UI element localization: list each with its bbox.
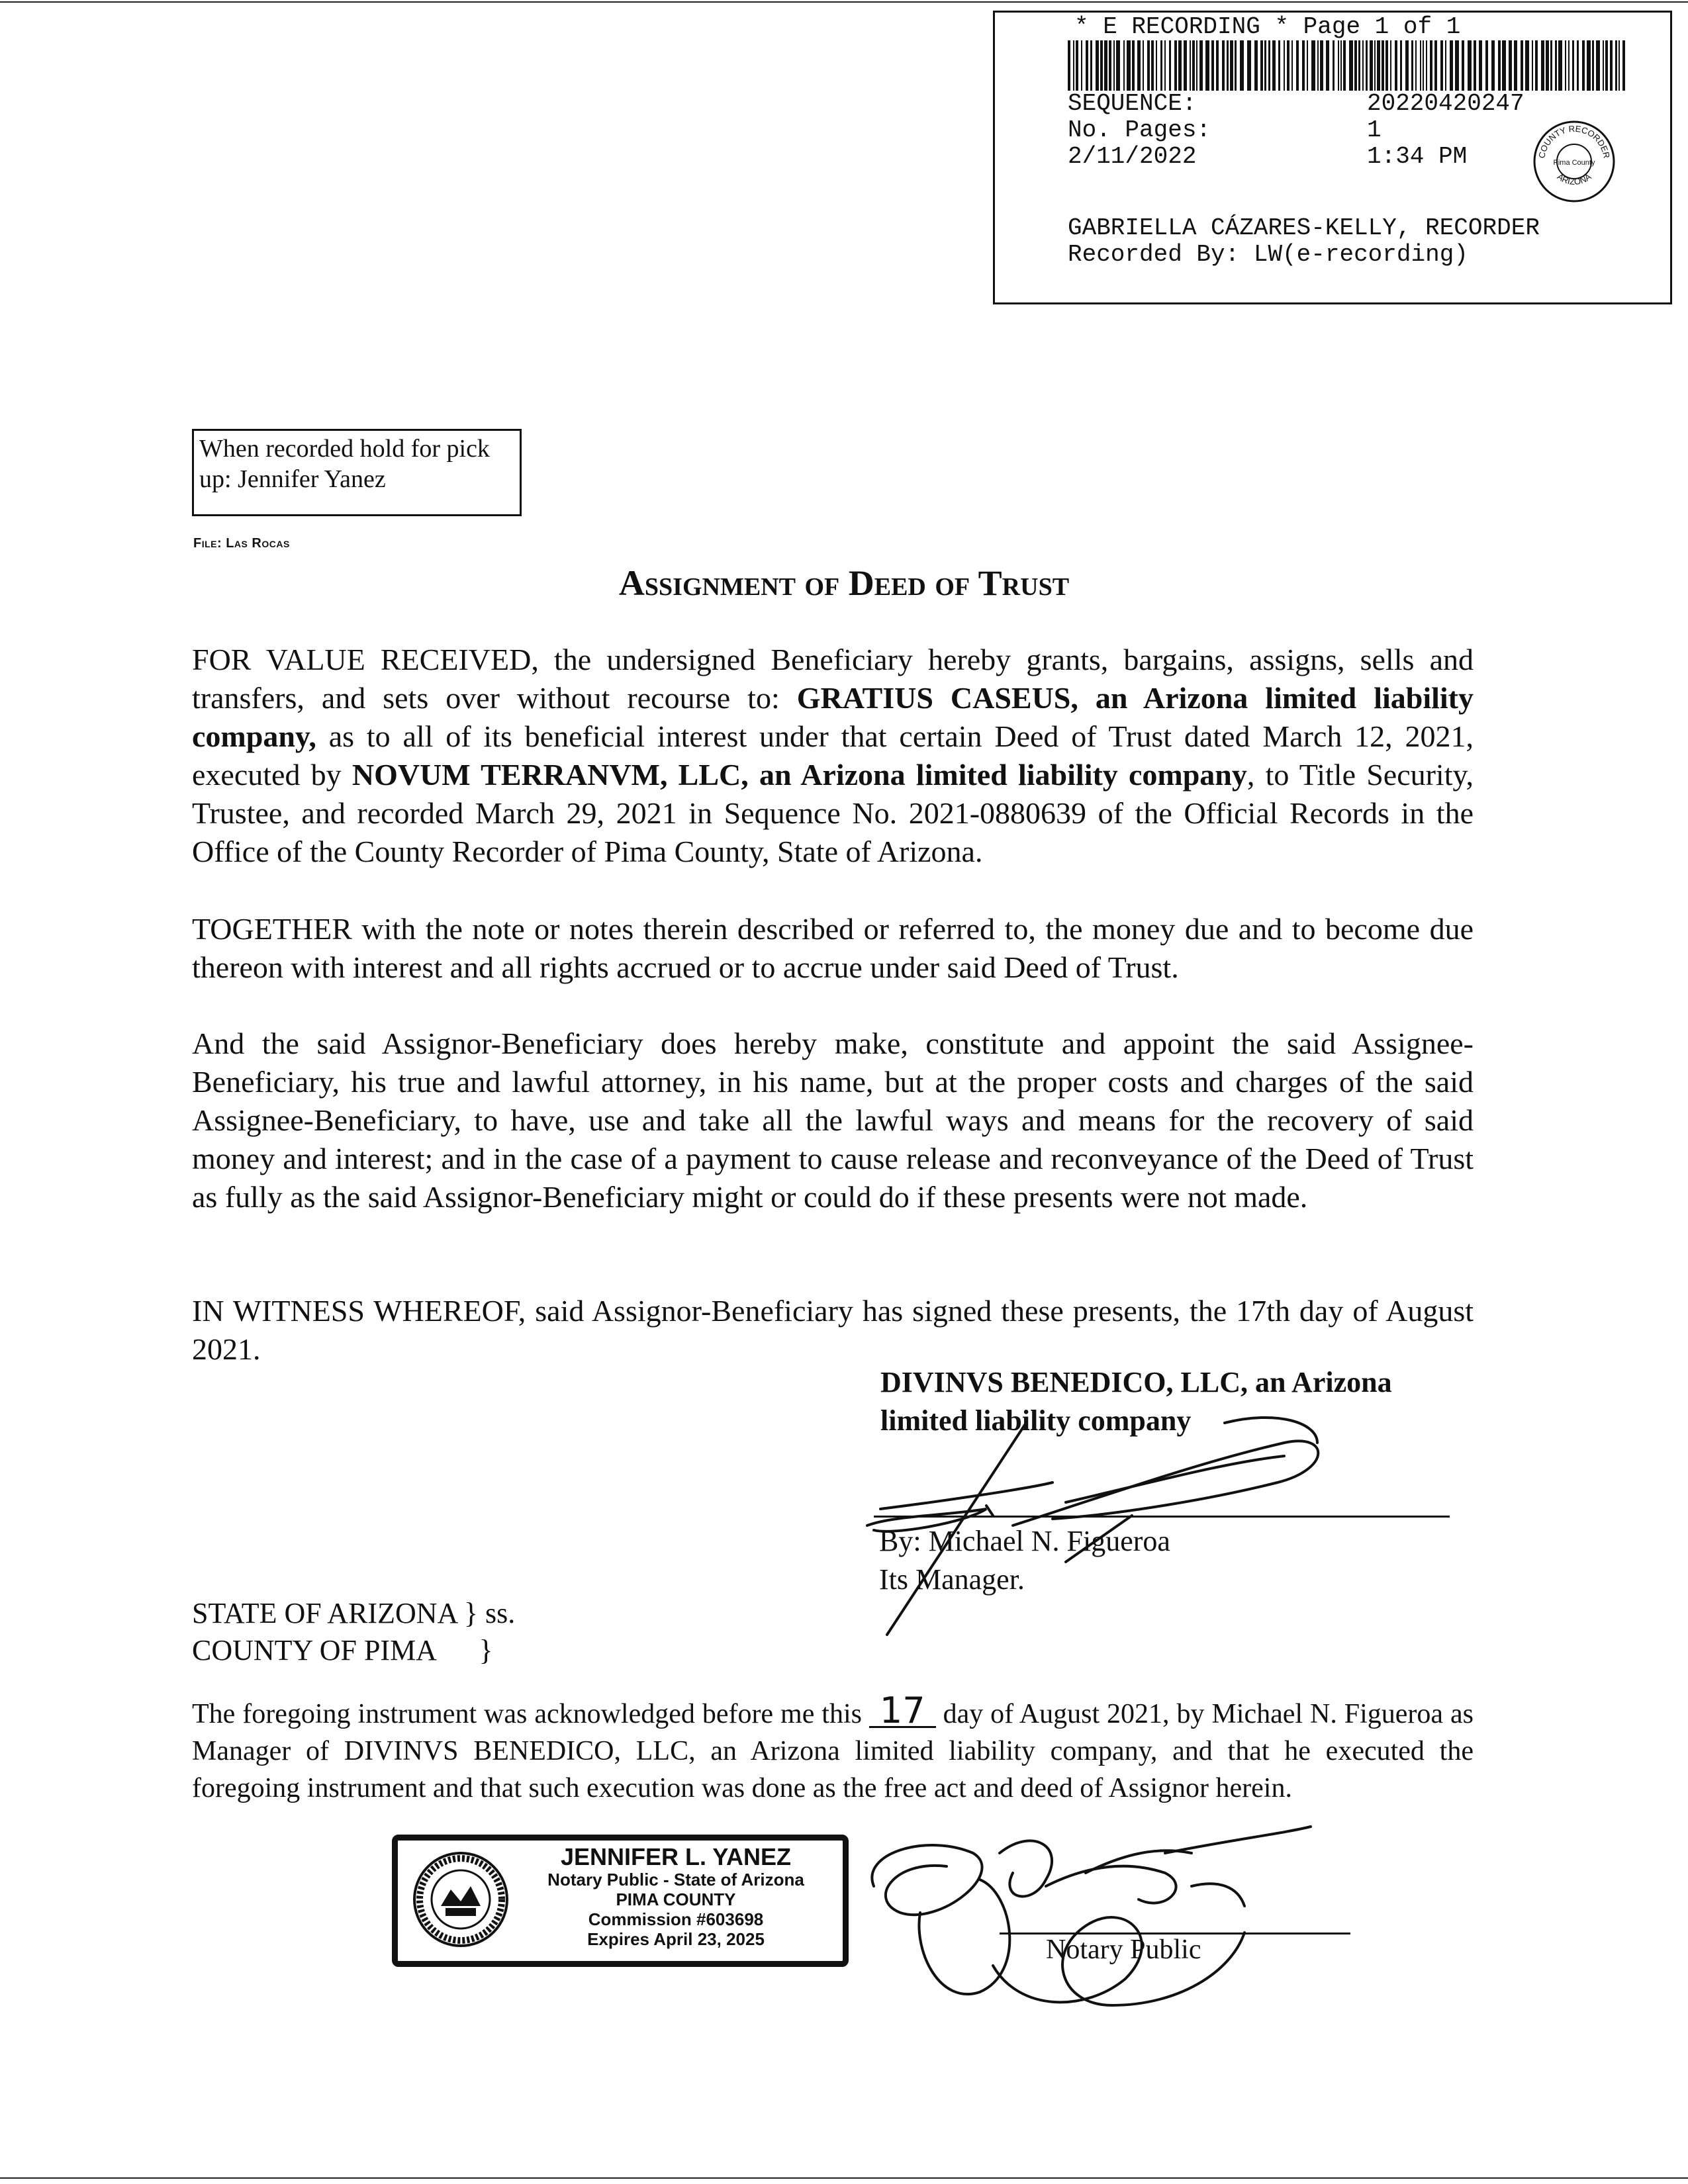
barcode-bar [1572,40,1574,91]
barcode-bar [1509,40,1512,91]
paragraph-witness: IN WITNESS WHEREOF, said Assignor-Beneficiary has signed these presents, the 17th day of August 2021. [192,1294,1474,1366]
recording-stamp-box [993,11,1672,304]
barcode-bar [1411,40,1413,91]
acknowledgment-paragraph [192,1690,1474,1807]
notary-name: JENNIFER L. YANEZ [560,1843,792,1870]
arizona-state-seal [411,1850,510,1949]
barcode-bar [1577,40,1579,91]
barcode-bar [1160,40,1162,91]
barcode-bar [1479,40,1482,91]
barcode-bar [1596,40,1600,91]
signer-by: By: Michael N. Figueroa [879,1525,1170,1557]
barcode-bar [1174,40,1177,91]
barcode-bar [1568,40,1570,91]
barcode-bar [1434,40,1437,91]
barcode-bar [1164,40,1166,91]
signer-line-1: DIVINVS BENEDICO, LLC, an Arizona [880,1366,1392,1398]
paragraph-grant [192,641,1474,871]
barcode-bar [1546,40,1549,91]
barcode-bar [1090,40,1092,91]
sequence-label: SEQUENCE: [1068,90,1197,117]
notary-stamp-line-5: Expires April 23, 2025 [587,1929,765,1949]
barcode-bar [1127,40,1131,91]
barcode-bar [1307,40,1308,91]
barcode-bar [1385,40,1388,91]
barcode-bar [1169,40,1171,91]
barcode-bar [1370,40,1373,91]
barcode-bar [1521,40,1523,91]
barcode-bar [1390,40,1391,91]
barcode-bar [1081,40,1082,91]
svg-text:COUNTY RECORDER [1536,124,1612,159]
bottom-scan-edge [0,2177,1688,2179]
barcode-bar [1349,40,1353,91]
barcode-bar [1264,40,1266,91]
barcode-bar [1525,40,1529,91]
paragraph-together: TOGETHER with the note or notes therein described or referred to, the money due and to become due thereon with interest and all rights accrued or to accrue under said Deed of Trust. [192,912,1474,984]
barcode-bar [1541,40,1544,91]
barcode-bar [1555,40,1557,91]
barcode-bar [1582,40,1585,91]
barcode-bar [1240,40,1244,91]
barcode-bar [1395,40,1397,91]
recording-header: * E RECORDING * Page 1 of 1 [1074,13,1461,40]
recording-time: 1:34 PM [1367,143,1468,170]
barcode-bar [1196,40,1197,91]
barcode-bar [1247,40,1251,91]
seal-top-text: COUNTY RECORDER [1536,123,1612,159]
p1-text-2: as to all of its beneficial interest under that certain Deed of Trust dated March 12, 2021, executed by [192,719,1474,792]
barcode-bar [1377,40,1380,91]
barcode-bar [1565,40,1566,91]
barcode-bar [1320,40,1323,91]
ack-text-2: day of August 2021, by Michael N. Figueroa as Manager of DIVINVS BENEDICO, LLC, an Arizona limited liability company, and that he executed the foregoing instrument and that such execution was done as the free act and deed of Assignor herein. [192,1699,1474,1803]
barcode-bar [1151,40,1154,91]
hold-line-1: When recorded hold for pick [199,435,490,463]
barcode-bar [1405,40,1409,91]
barcode-bar [1205,40,1209,91]
barcode-bar [1622,40,1625,91]
barcode-bar [1104,40,1107,91]
notary-signature [847,1813,1357,2012]
barcode-bar [1423,40,1424,91]
barcode-bar [1109,40,1111,91]
barcode-bar [1100,40,1103,91]
top-scan-edge [0,1,1688,3]
barcode-bar [1116,40,1120,91]
venue-county: COUNTY OF PIMA } [192,1634,493,1666]
assignee-name: GRATIUS CASEUS, an Arizona limited liability company, [192,681,1474,753]
barcode-bar [1178,40,1182,91]
barcode-bar [1618,40,1620,91]
barcode-bar [1278,40,1280,91]
notary-stamp-line-2: Notary Public - State of Arizona [547,1870,804,1889]
barcode-bar [1462,40,1464,91]
barcode-bar [1254,40,1258,91]
barcode-bar [1514,40,1517,91]
barcode-bar [1147,40,1150,91]
barcode-bar [1358,40,1360,91]
barcode-bar [1535,40,1538,91]
barcode-bar [1302,40,1305,91]
barcode-bar [1420,40,1421,91]
barcode-bar [1296,40,1299,91]
barcode [1068,40,1630,91]
barcode-bar [1558,40,1562,91]
notary-stamp-line-3: PIMA COUNTY [616,1889,736,1909]
barcode-bar [1550,40,1552,91]
svg-text:ARIZONA [1556,171,1593,187]
barcode-bar [1343,40,1346,91]
barcode-bar [1311,40,1315,91]
file-label: File: Las Rocas [193,536,290,551]
pages-value: 1 [1367,116,1382,144]
barcode-bar [1076,40,1078,91]
barcode-bar [1445,40,1446,91]
barcode-bar [1340,40,1342,91]
barcode-bar [1592,40,1594,91]
manager-signature [854,1383,1476,1661]
barcode-bar [1474,40,1476,91]
barcode-bar [1326,40,1329,91]
barcode-bar [1268,40,1270,91]
barcode-bar [1374,40,1376,91]
notary-public-label: Notary Public [1046,1934,1201,1965]
barcode-bar [1068,40,1070,91]
venue-block [192,1595,515,1669]
pages-label: No. Pages: [1068,116,1211,144]
barcode-bar [1366,40,1368,91]
trustor-name: NOVUM TERRANVM, LLC, an Arizona limited liability company [352,758,1247,792]
barcode-bar [1143,40,1144,91]
signer-line-2: limited liability company [880,1404,1192,1437]
barcode-bar [1073,40,1074,91]
barcode-bar [1354,40,1357,91]
paragraph-attorney: And the said Assignor-Beneficiary does hereby make, constitute and appoint the said Assignee-Beneficiary, his true and lawful attorney, in his name, but at the proper costs and charges of the said Assignee-Beneficiary, to have, use and take all the lawful ways and means for the recovery of said money and interest; and in the case of a payment to cause release and reconveyance of the Deed of Trust as fully as the said Assignor-Beneficiary might or could do if these presents were not made. [192,1026,1474,1214]
ack-text-1: The foregoing instrument was acknowledged before me this [192,1699,869,1729]
ack-day-handwritten: 17 [869,1696,936,1728]
recorded-by: Recorded By: LW(e-recording) [1068,241,1468,268]
barcode-bar [1615,40,1617,91]
seal-bottom-text: ARIZONA [1555,171,1593,187]
barcode-bar [1222,40,1225,91]
barcode-bar [1485,40,1488,91]
barcode-bar [1086,40,1088,91]
recorder-name: GABRIELLA CÁZARES-KELLY, RECORDER [1068,214,1540,242]
document-title: Assignment of Deed of Trust [618,563,1070,603]
barcode-bar [1440,40,1443,91]
sequence-value: 20220420247 [1367,90,1524,117]
barcode-bar [1468,40,1472,91]
venue-state: STATE OF ARIZONA } ss. [192,1597,516,1629]
barcode-bar [1426,40,1427,91]
barcode-bar [1317,40,1319,91]
barcode-bar [1184,40,1187,91]
barcode-bar [1430,40,1432,91]
seal-middle-text: Pima County [1553,159,1595,167]
barcode-bar [1227,40,1229,91]
notary-stamp-line-4: Commission #603698 [588,1909,764,1929]
p1-text-3: , to Title Security, Trustee, and recorded March 29, 2021 in Sequence No. 2021-0880639 of the Official Records in the Office of the County Recorder of Pima County, State of Arizona. [192,758,1474,868]
notary-stamp [392,1835,849,1967]
hold-line-2: up: Jennifer Yanez [199,465,386,493]
signer-title: Its Manager. [879,1563,1025,1596]
county-recorder-seal [1531,118,1617,205]
barcode-bar [1415,40,1417,91]
barcode-bar [1502,40,1506,91]
barcode-bar [1113,40,1115,91]
barcode-bar [1291,40,1293,91]
barcode-bar [1338,40,1339,91]
notary-stamp-text [527,1844,825,1949]
hold-for-pickup-box [192,429,522,516]
barcode-bar [1610,40,1613,91]
barcode-bar [1498,40,1501,91]
barcode-bar [1190,40,1191,91]
barcode-bar [1216,40,1219,91]
barcode-bar [1123,40,1125,91]
barcode-bar [1284,40,1285,91]
barcode-bar [1400,40,1402,91]
barcode-bar [1287,40,1289,91]
barcode-bar [1211,40,1214,91]
barcode-bar [1455,40,1459,91]
barcode-bar [1362,40,1364,91]
barcode-bar [1272,40,1276,91]
barcode-bar [1491,40,1495,91]
barcode-bar [1096,40,1099,91]
barcode-bar [1156,40,1157,91]
barcode-bar [1450,40,1453,91]
barcode-bar [1230,40,1233,91]
barcode-bar [1603,40,1604,91]
p1-text-1: FOR VALUE RECEIVED, the undersigned Beneficiary hereby grants, bargains, assigns, sells and transfers, and sets over without recourse to: [192,643,1474,715]
barcode-bar [1137,40,1141,91]
barcode-bar [1333,40,1335,91]
barcode-bar [1382,40,1384,91]
barcode-bar [1192,40,1195,91]
barcode-bar [1132,40,1135,91]
barcode-bar [1532,40,1533,91]
barcode-bar [1587,40,1591,91]
barcode-bar [1605,40,1608,91]
barcode-bar [1199,40,1203,91]
barcode-bar [1235,40,1237,91]
barcode-bar [1260,40,1263,91]
recording-date: 2/11/2022 [1068,143,1197,170]
